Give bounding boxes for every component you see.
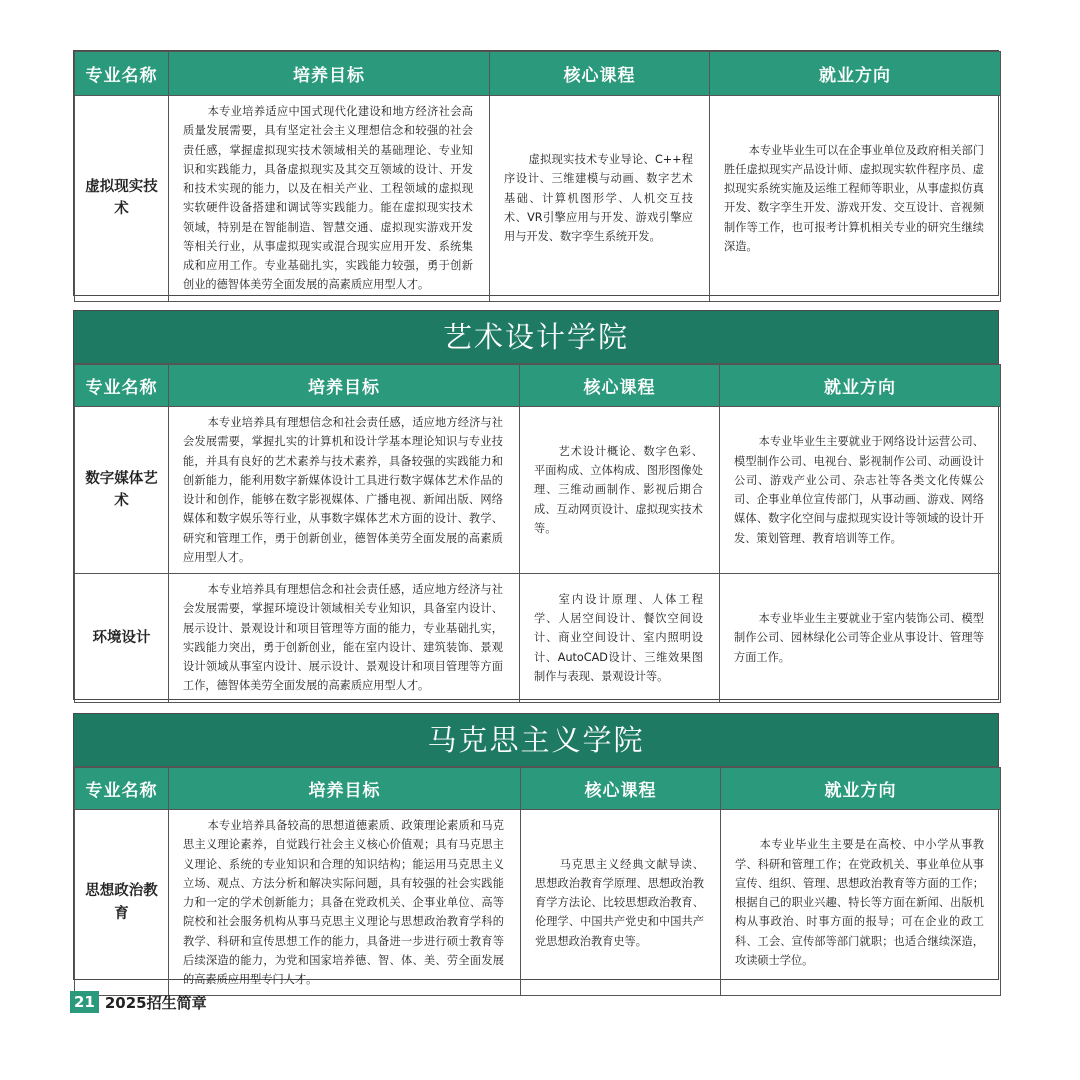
header-career: 就业方向 [720, 365, 1001, 407]
training-goal-text: 本专业培养具备较高的思想道德素质、政策理论素质和马克思主义理论素养，自觉践行社会主义核心价值观；具有马克思主义理论、系统的专业知识和合理的知识结构；能运用马克思主义立场、观点、方法分析和解决实际问题，具有较强的社会实践能力和一定的学术创新能力；具备在党政机关、企事业单位、高等院校和社会服务机构从事马克思主义理论与思想政治教育学科的教学、科研和宣传思想工作的能力，具备进一步进行硕士教育等后续深造的能力，为党和国家培养德、智、体、美、劳全面发展的高素质应用型专门人才。 [183, 819, 504, 987]
major-table [74, 51, 1001, 302]
header-training-goal: 培养目标 [169, 52, 490, 96]
career-cell [721, 810, 1001, 996]
header-training-goal: 培养目标 [169, 768, 521, 810]
core-courses-cell [490, 96, 710, 302]
major-table [74, 767, 1001, 996]
major-name: 思想政治教育 [75, 810, 169, 996]
header-core-courses: 核心课程 [521, 768, 721, 810]
career-cell [720, 407, 1001, 574]
training-goal-cell [169, 810, 521, 996]
career-text: 本专业毕业生主要就业于室内装饰公司、模型制作公司、园林绿化公司等企业从事设计、管理等方面工作。 [734, 612, 984, 664]
college-title: 马克思主义学院 [74, 714, 998, 767]
core-courses-text: 室内设计原理、人体工程学、人居空间设计、餐饮空间设计、商业空间设计、室内照明设计、AutoCAD设计、三维效果图制作与表现、景观设计等。 [534, 592, 703, 683]
table-row [75, 407, 1001, 574]
table-row [75, 810, 1001, 996]
table-block-art-design [73, 310, 999, 700]
core-courses-cell [520, 574, 720, 703]
header-major-name: 专业名称 [75, 365, 169, 407]
table-header-row [75, 365, 1001, 407]
career-cell [720, 574, 1001, 703]
core-courses-text: 虚拟现实技术专业导论、C++程序设计、三维建模与动画、数字艺术基础、计算机图形学、人机交互技术、VR引擎应用与开发、游戏引擎应用与开发、数字孪生系统开发。 [504, 153, 693, 244]
training-goal-text: 本专业培养具有理想信念和社会责任感，适应地方经济与社会发展需要，掌握环境设计领域相关专业知识，具备室内设计、展示设计、景观设计和项目管理等方面的能力，专业基础扎实，实践能力突出，勇于创新创业，能在室内设计、建筑装饰、景观设计领域从事室内设计、展示设计、景观设计和项目管理等方面工作，德智体美劳全面发展的高素质应用型人才。 [183, 583, 503, 693]
page-number: 21 [70, 991, 99, 1013]
training-goal-text: 本专业培养具有理想信念和社会责任感，适应地方经济与社会发展需要，掌握扎实的计算机和设计学基本理论知识与专业技能，并具有良好的艺术素养与技术素养，具备较强的实践能力和创新能力，能利用数字新媒体设计工具进行数字媒体艺术作品的设计和创作，能够在数字影视媒体、广播电视、新闻出版、网络媒体和数字娱乐等行业，从事数字媒体艺术方面的设计、教学、研究和管理工作，勇于创新创业，德智体美劳全面发展的高素质应用型人才。 [183, 416, 503, 564]
table-row [75, 96, 1001, 302]
header-major-name: 专业名称 [75, 52, 169, 96]
header-core-courses: 核心课程 [520, 365, 720, 407]
core-courses-text: 马克思主义经典文献导读、思想政治教育学原理、思想政治教育学方法论、比较思想政治教育、伦理学、中国共产党史和中国共产党思想政治教育史等。 [535, 857, 704, 948]
core-courses-cell [521, 810, 721, 996]
major-name: 数字媒体艺术 [75, 407, 169, 574]
training-goal-cell [169, 407, 520, 574]
table-header-row [75, 52, 1001, 96]
core-courses-text: 艺术设计概论、数字色彩、平面构成、立体构成、图形图像处理、三维动画制作、影视后期合成、互动网页设计、虚拟现实技术等。 [534, 444, 703, 535]
header-core-courses: 核心课程 [490, 52, 710, 96]
career-text: 本专业毕业生可以在企事业单位及政府相关部门胜任虚拟现实产品设计师、虚拟现实软件程序员、虚拟现实系统实施及运维工程师等职业，从事虚拟仿真开发、数字孪生开发、游戏开发、交互设计、音视频制作等工作，也可报考计算机相关专业的研究生继续深造。 [724, 143, 984, 253]
header-career: 就业方向 [710, 52, 1001, 96]
training-goal-cell [169, 574, 520, 703]
header-major-name: 专业名称 [75, 768, 169, 810]
table-block-vr [73, 50, 999, 296]
training-goal-cell [169, 96, 490, 302]
training-goal-text: 本专业培养适应中国式现代化建设和地方经济社会高质量发展需要，具有坚定社会主义理想信念和较强的社会责任感，掌握虚拟现实技术领域相关的基础理论、专业知识和实践能力，具备虚拟现实及其交互领域的设计、开发和技术实现的能力，以及在相关产业、工程领域的虚拟现实软硬件设备搭建和调试等实践能力。能在虚拟现实技术领域，特别是在智能制造、智慧交通、虚拟现实游戏开发等相关行业，从事虚拟现实或混合现实应用开发、系统集成和应用工作。专业基础扎实，实践能力较强，勇于创新创业的德智体美劳全面发展的高素质应用型人才。 [183, 105, 473, 292]
table-header-row [75, 768, 1001, 810]
header-training-goal: 培养目标 [169, 365, 520, 407]
career-cell [710, 96, 1001, 302]
career-text: 本专业毕业生主要是在高校、中小学从事教学、科研和管理工作；在党政机关、事业单位从事宣传、组织、管理、思想政治教育等方面的工作；根据自己的职业兴趣、特长等方面在新闻、出版机构从事政治、时事方面的报导；可在企业的政工科、工会、宣传部等部门就职；也适合继续深造，攻读硕士学位。 [735, 838, 984, 967]
college-title: 艺术设计学院 [74, 311, 998, 364]
major-name: 环境设计 [75, 574, 169, 703]
table-block-marxism [73, 713, 999, 987]
page-footer [70, 991, 207, 1013]
table-row [75, 574, 1001, 703]
career-text: 本专业毕业生主要就业于网络设计运营公司、模型制作公司、电视台、影视制作公司、动画设计公司、游戏产业公司、杂志社等各类文化传媒公司、企事业单位宣传部门，从事动画、游戏、网络媒体、数字化空间与虚拟现实设计等领域的设计开发、策划管理、教育培训等工作。 [734, 435, 984, 545]
header-career: 就业方向 [721, 768, 1001, 810]
major-table [74, 364, 1001, 703]
core-courses-cell [520, 407, 720, 574]
major-name: 虚拟现实技术 [75, 96, 169, 302]
brochure-title: 2025招生简章 [104, 993, 207, 1012]
